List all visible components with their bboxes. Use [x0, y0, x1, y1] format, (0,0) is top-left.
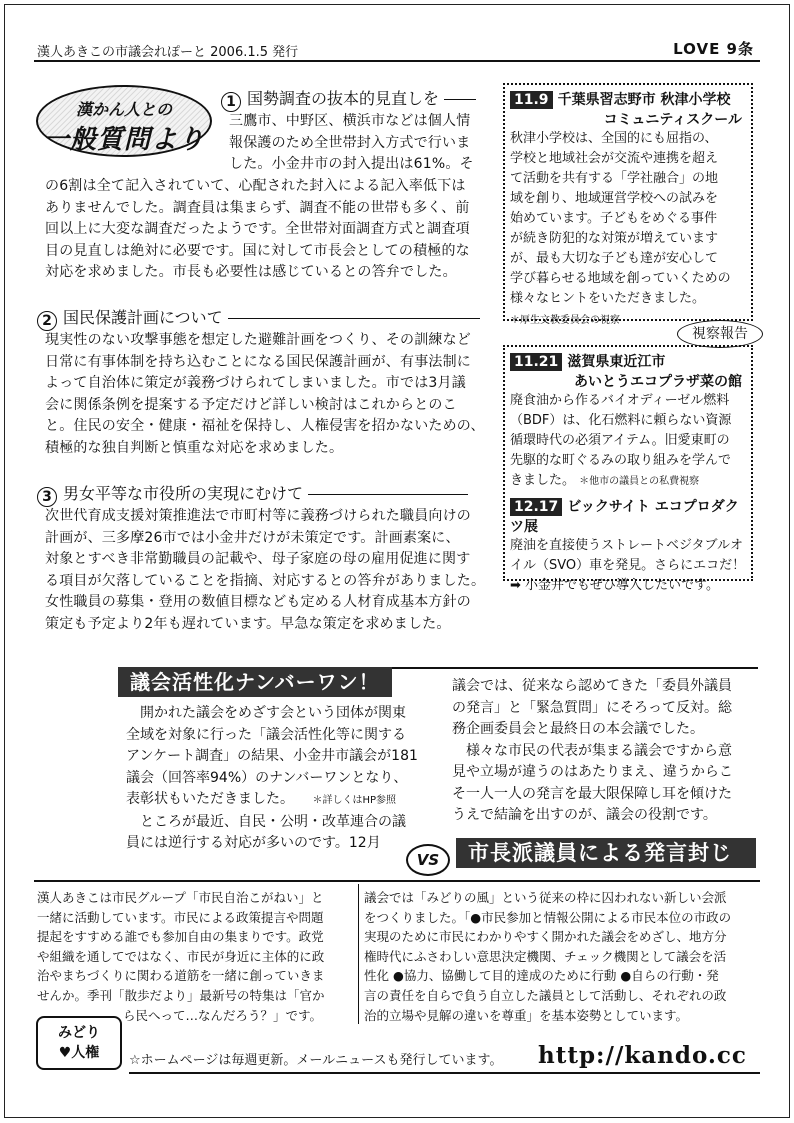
text-line: よって自治体に策定が義務づけられてしまいました。市では3月議	[45, 375, 466, 392]
text-line: 実現のために市民にわかりやすく開かれた議会をめざし、地方分	[364, 929, 727, 945]
text-line: ありませんでした。調査員は集まらず、調査不能の世帯も多く、前	[45, 199, 470, 216]
text-line: 学び暮らせる地域を創っていくための	[510, 271, 731, 286]
text-line: 様々な市民の代表が集まる議会ですから意	[466, 742, 732, 759]
bottom-rule	[129, 1072, 760, 1074]
badge-line-1: 漢かん人との	[75, 100, 172, 119]
homepage-url[interactable]: http://kando.cc	[538, 1042, 747, 1069]
text-line: そ一人一人の発言を最大限保障し耳を傾けた	[452, 785, 732, 802]
text-line: 学校と地域社会が交流や連携を超え	[510, 151, 719, 166]
homepage-note: ☆ホームページは毎週更新。メールニュースも発行しています。	[129, 1053, 503, 1068]
text-line: 全域を対象に行った「議会活性化等に関する	[126, 726, 406, 743]
inspection-date: 11.9	[510, 91, 553, 109]
text-line: 秋津小学校は、全国的にも屈指の、	[510, 131, 718, 146]
activation-text	[126, 703, 436, 855]
text-line: 漢人あきこは市民グループ「市民自治こがねい」と	[37, 890, 324, 905]
inspection-report-bubble: 視察報告	[677, 320, 763, 348]
text-line: 表彰状もいただきました。	[126, 791, 294, 807]
text-line: ➡ 小金井でもぜひ導入したいです。	[510, 578, 719, 593]
citizen-group-text	[37, 888, 355, 1025]
vs-badge: VS	[406, 844, 450, 876]
inspection-subtitle: あいとうエコプラザ菜の館	[574, 374, 742, 390]
text-line: 開かれた議会をめざす会という団体が関東	[140, 705, 406, 721]
logo-line-2: ♥人権	[58, 1045, 100, 1061]
text-line: した。小金井市の封入提出は61%。そ	[229, 156, 474, 173]
header-rule	[34, 60, 760, 62]
section-3-number: 3	[37, 487, 57, 507]
text-line: 先駆的な町ぐるみの取り組みを学んで	[510, 453, 732, 468]
text-line: 見や立場が違うのはあたりまえ、違うからこ	[452, 764, 733, 780]
text-line: 積極的な独自判断と慎重な対応を求めました。	[45, 439, 344, 456]
text-line: ら民へって…なんだろう？」です。	[123, 1007, 323, 1023]
section-1-text-top	[229, 111, 491, 176]
text-line: 対応を求めました。市長も必要性は感じているとの答弁でした。	[45, 264, 457, 281]
text-line: 回以上に大変な調査だったようです。全世帯対面調査方式と調査項	[45, 221, 470, 238]
text-line: 議会（回答率94%）のナンバーワンとなり、	[126, 769, 408, 786]
text-line: 治やまちづくりに関わる道筋を一緒に創っていきま	[37, 968, 325, 984]
text-line: 日常に有事体制を持ち込むことになる国民保護計画が、有事法制に	[45, 353, 471, 370]
inspection-box-akitsu	[503, 83, 753, 326]
section-1-heading	[221, 86, 476, 112]
section-2-number: 2	[37, 311, 57, 331]
footer-divider	[358, 884, 359, 1024]
inspection-note: ＊厚生文教委員会の視察	[510, 315, 620, 326]
text-line: 権時代にふさわしい意思決定機関、チェック機関として議会を活	[364, 948, 727, 964]
section-3-heading	[37, 481, 468, 507]
inspection-title: ビックサイト エコプロダクツ展	[510, 499, 739, 535]
text-line: 員には逆行する対応が多いのです。12月	[126, 835, 381, 851]
text-line: 様々なヒントをいただきました。	[510, 291, 706, 306]
text-line: 言の責任を自らで負う自立した議員として活動し、それぞれの政	[364, 987, 727, 1003]
text-line: イル（SVO）車を発見。さらにエコだ！	[510, 558, 746, 573]
section-1-number: 1	[221, 92, 241, 112]
inspection-title: 千葉県習志野市 秋津小学校	[557, 92, 731, 108]
section-1-text	[45, 176, 495, 284]
text-line: る項目が欠落していることを指摘、対応するとの答弁がありました。	[45, 572, 486, 589]
text-line: 廃食油から作るバイオディーゼル燃料	[510, 393, 730, 408]
text-line: をつくりました。「●市民参加と情報公開による市民本位の市政の	[364, 909, 732, 925]
newsletter-issue-line: 漢人あきこの市議会れぽーと 2006.1.5 発行	[37, 45, 299, 60]
badge-line-2: 一般質問より	[42, 125, 205, 155]
text-line: 議会では「みどりの風」という従来の枠に囚われない新しい会派	[364, 890, 727, 905]
text-line: 議会では、従来なら認めてきた「委員外議員	[452, 678, 732, 694]
text-line: 始めています。子どもをめぐる事件	[510, 211, 717, 226]
section-3-text	[45, 506, 495, 636]
text-line: せんか。季刊「散歩だより」最新号の特集は「官か	[37, 987, 325, 1003]
section-2-title: 国民保護計画について	[63, 308, 223, 327]
opposition-text	[452, 676, 762, 827]
text-line: 性化 ●協力、協働して目的達成のために行動 ●自らの行動・発	[364, 968, 719, 984]
hp-reference-note: ＊詳しくはHP参照	[312, 795, 397, 806]
text-line: 三鷹市、中野区、横浜市などは個人情	[229, 113, 471, 129]
inspection-box-higashiomi	[503, 345, 753, 593]
text-line: 計画が、三多摩26市では小金井だけが未策定です。計画素案に、	[45, 529, 460, 546]
text-line: うえで結論を出すのが、議会の役割です。	[452, 807, 717, 823]
text-line: 女性職員の募集・登用の数値目標なども定める人材育成基本方針の	[45, 594, 471, 611]
section-2-heading	[37, 305, 480, 331]
heading-rule	[228, 318, 480, 319]
text-line: の発言」と「緊急質問」にそろって反対。総	[452, 699, 732, 716]
text-line: 会に関係条例を提案する予定だけど詳しい検討はこれからとのこ	[45, 396, 457, 413]
love-article9-label: LOVE 9条	[673, 40, 754, 58]
activation-number-one-banner: 議会活性化ナンバーワン！	[118, 667, 392, 697]
text-line: 目の見直しは絶対に必要です。国に対して市長会としての積極的な	[45, 242, 470, 259]
text-line: 治的立場や見解の違いを尊重」を基本姿勢としています。	[364, 1007, 689, 1023]
text-line: 次世代育成支援対策推進法で市町村等に義務づけられた職員向けの	[45, 508, 471, 524]
text-line: が、最も大切な子ども達が安心して	[510, 251, 719, 266]
text-line: （BDF）は、化石燃料に頼らない資源	[510, 413, 732, 428]
text-line: 提起をすすめる誰でも参加自由の集まりです。政党	[37, 929, 324, 945]
general-question-badge	[36, 85, 212, 157]
text-line: ところが最近、自民・公明・改革連合の議	[140, 813, 406, 830]
text-line: 現実性のない攻撃事態を想定した避難計画をつくり、その訓練など	[45, 332, 471, 348]
text-line: 域を創り、地域運営学校への試みを	[510, 191, 719, 206]
text-line: きました。	[510, 473, 576, 488]
text-line: 廃油を直接使うストレートベジタブルオ	[510, 538, 743, 553]
inspection-body	[510, 129, 746, 309]
text-line: が続き防犯的な対策が増えています	[510, 231, 719, 246]
text-line: や組織を通してではなく、市民が身近に主体的に政	[37, 948, 325, 964]
text-line: 務企画委員会と最終日の本会議でした。	[452, 721, 704, 737]
heading-rule	[308, 494, 468, 495]
midori-no-kaze-text	[364, 888, 760, 1025]
text-line: と。住民の安全・健康・福祉を保持し、人権侵害を招かないための、	[45, 418, 485, 435]
inspection-body	[510, 391, 746, 492]
section-2-text	[45, 330, 495, 460]
inspection-note: ＊他市の議員との私費視察	[579, 476, 700, 487]
speech-suppression-banner: 市長派議員による発言封じ	[456, 838, 756, 868]
text-line: 報保護のため全世帯封入方式で行いま	[229, 134, 471, 151]
inspection-title: 滋賀県東近江市	[567, 354, 666, 370]
text-line: 循環時代の必須アイテム。旧愛東町の	[510, 433, 730, 448]
text-line: の6割は全て記入されていて、心配された封入による記入率低下は	[45, 178, 466, 194]
inspection-body	[510, 536, 746, 596]
footer-rule	[34, 880, 760, 882]
section-3-title: 男女平等な市役所の実現にむけて	[63, 484, 304, 503]
inspection-subtitle: コミュニティスクール	[603, 112, 742, 128]
midori-jinken-logo	[36, 1016, 122, 1070]
text-line: アンケート調査」の結果、小金井市議会が181	[126, 748, 418, 764]
text-line: て活動を共有する「学社融合」の地	[510, 171, 719, 186]
inspection-date: 12.17	[510, 498, 562, 516]
text-line: 対象とすべき非常勤職員の記載や、母子家庭の母の雇用促進に関す	[45, 551, 471, 568]
logo-line-1: みどり	[58, 1025, 100, 1041]
heading-rule	[444, 99, 476, 100]
section-1-title: 国勢調査の抜本的見直しを	[247, 89, 440, 108]
inspection-date: 11.21	[510, 353, 562, 371]
text-line: 一緒に活動しています。市民による政策提言や問題	[37, 909, 324, 925]
text-line: 策定も予定より2年も遅れています。早急な策定を求めました。	[45, 615, 451, 632]
